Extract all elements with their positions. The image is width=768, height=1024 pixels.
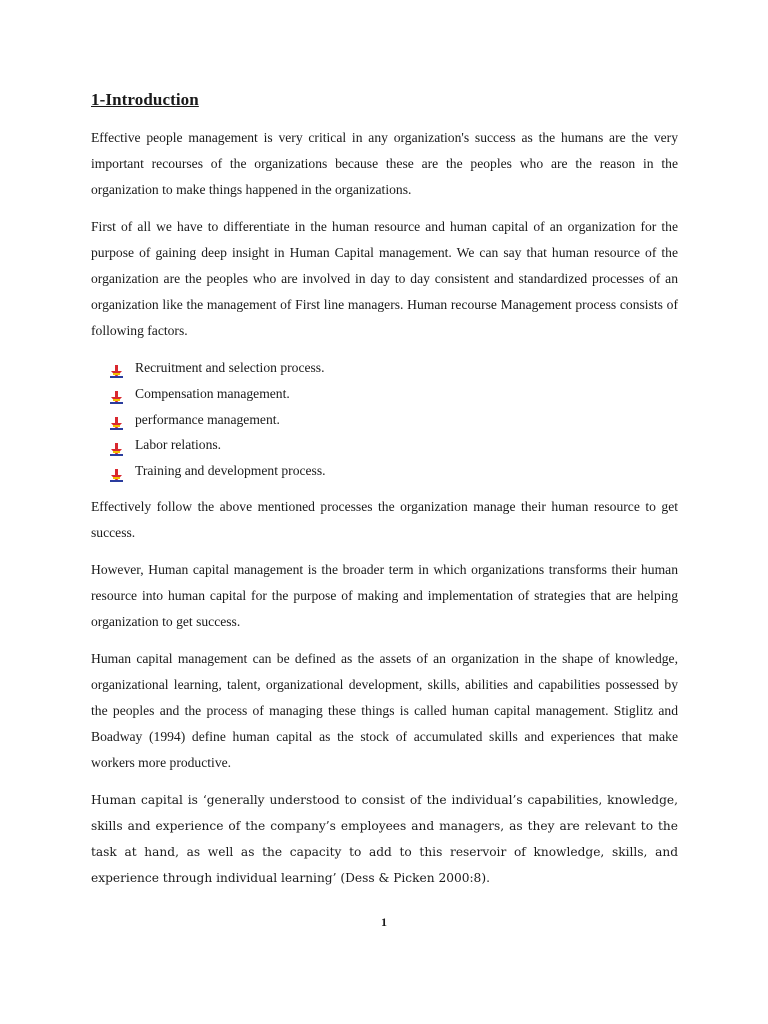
- list-item: [110, 407, 678, 433]
- factors-list: [110, 355, 678, 484]
- arrow-bullet-icon: [110, 387, 123, 400]
- arrow-bullet-icon: [110, 413, 123, 426]
- list-item-label: Training and development process.: [135, 463, 326, 479]
- arrow-bullet-icon: [110, 361, 123, 374]
- list-item-label: Recruitment and selection process.: [135, 360, 325, 375]
- paragraph: Effective people management is very critical in any organization's success as the humans are the very important recourses of the organizations because these are the peoples who are the reason in the organization to make things happened in the organizations.: [91, 130, 678, 197]
- paragraph: First of all we have to differentiate in the human resource and human capital of an organization for the purpose of gaining deep insight in Human Capital management. We can say that human resource of the organization are the peoples who are involved in day to day consistent and standardized processes of an organization like the management of First line managers. Human recourse Management process consists of following factors.: [91, 219, 678, 338]
- list-item: [110, 355, 678, 381]
- list-item-label: Compensation management.: [135, 385, 290, 401]
- paragraph-quote: Human capital is ‘generally understood to consist of the individual’s capabilities, knowledge, skills and experience of the company’s employees and managers, as they are relevant to the task at hand, as well as the capacity to add to this reservoir of knowledge, skills, and experience through individual learning’ (Dess & Picken 2000:8).: [91, 792, 678, 885]
- page-number: 1: [381, 915, 387, 929]
- list-item: [110, 381, 678, 407]
- arrow-bullet-icon: [110, 465, 123, 478]
- section-heading: 1-Introduction: [91, 90, 199, 109]
- paragraph: Human capital management can be defined as the assets of an organization in the shape of knowledge, organizational learning, talent, organizational development, skills, abilities and capabilities possessed by the peoples and the process of managing these things is called human capital management. Stiglitz and Boadway (1994) define human capital as the stock of accumulated skills and experiences that make workers more productive.: [91, 650, 678, 770]
- list-item: [110, 458, 678, 484]
- paragraph: However, Human capital management is the broader term in which organizations transforms their human resource into human capital for the purpose of making and implementation of strategies that are helping organization to get success.: [91, 561, 678, 629]
- paragraph: Effectively follow the above mentioned processes the organization manage their human resource to get success.: [91, 498, 678, 540]
- list-item: [110, 432, 678, 458]
- arrow-bullet-icon: [110, 439, 123, 452]
- list-item-label: Labor relations.: [135, 437, 222, 453]
- page-content: [91, 88, 678, 902]
- list-item-label: performance management.: [135, 411, 280, 427]
